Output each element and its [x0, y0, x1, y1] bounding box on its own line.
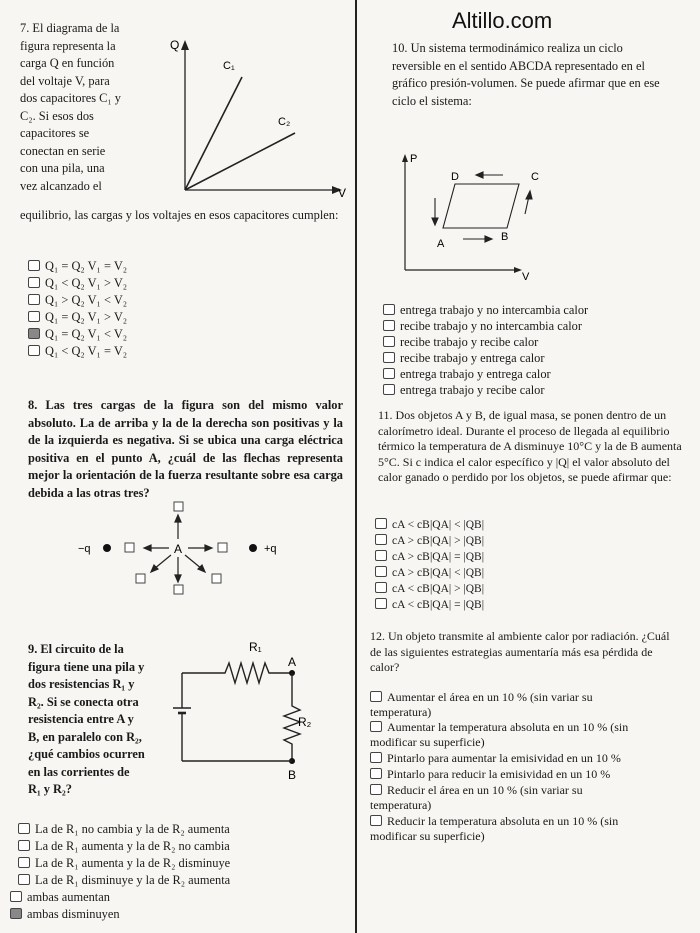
q10-option[interactable]: [383, 319, 582, 334]
q7-option[interactable]: [28, 259, 127, 274]
option-label: Aumentar el área en un 10 % (sin variar su: [387, 690, 593, 704]
checkbox[interactable]: [125, 543, 134, 552]
q7-line: conectan en serie: [20, 143, 106, 158]
option-label: La de R₁ aumenta y la de R₂ no cambia: [35, 839, 230, 853]
checkbox-marked[interactable]: [10, 908, 22, 919]
q9-line: B, en paralelo con R₂,: [28, 729, 142, 744]
q8-figure: [70, 495, 300, 600]
option-q: |QA| < |QB|: [430, 519, 485, 531]
checkbox[interactable]: [10, 891, 22, 902]
q7-option[interactable]: [28, 276, 127, 291]
option-label: Q₁ = Q₂ V₁ > V₂: [45, 310, 128, 324]
option-label: Q₁ < Q₂ V₁ = V₂: [45, 344, 128, 358]
q12-text: 12. Un objeto transmite al ambiente calor por radiación. ¿Cuál de las siguientes estrategias aumentaría más esa pérdida de calor?: [370, 629, 670, 674]
q7-y-axis: Q: [170, 38, 180, 52]
q11-option[interactable]: [375, 550, 484, 565]
q9-line: ¿qué cambios ocurren: [28, 747, 145, 761]
option-q: |QA| > |QB|: [430, 535, 485, 547]
option-label: Aumentar la temperatura absoluta en un 10 % (sin: [387, 720, 629, 734]
checkbox[interactable]: [375, 598, 387, 609]
checkbox[interactable]: [18, 874, 30, 885]
cycle-path: [443, 184, 519, 228]
checkbox[interactable]: [383, 352, 395, 363]
checkbox[interactable]: [370, 691, 382, 702]
q7-x-axis: V: [338, 186, 347, 200]
point-c-label: C: [531, 171, 539, 183]
option-label: Pintarlo para aumentar la emisividad en un 10 %: [387, 751, 621, 765]
option-label: entrega trabajo y no intercambia calor: [400, 303, 589, 317]
q7-option[interactable]: [28, 344, 127, 359]
option-c: cA > cB: [392, 535, 430, 547]
checkbox[interactable]: [375, 534, 387, 545]
q12-option[interactable]: [370, 783, 583, 813]
option-label: entrega trabajo y entrega calor: [400, 367, 551, 381]
q11-text: 11. Dos objetos A y B, de igual masa, se ponen dentro de un calorímetro ideal. Durante el proceso de llegada al equilibrio térmico la temperatura de A disminuye 10°C y la de B aumenta 5°C. Si c indica el calor específico y |Q| el valor absoluto del calor ganado o perdido por los objetos, se puede afirmar que:: [378, 408, 682, 485]
q7-c1-label: C₁: [223, 60, 235, 72]
q9-text: [28, 641, 168, 799]
column-divider: [355, 0, 357, 933]
q10-x-axis: V: [522, 271, 530, 283]
option-label-cont: modificar su superficie): [370, 829, 485, 843]
q9-circuit: [170, 638, 350, 783]
watermark: Altillo.com: [452, 8, 553, 33]
checkbox[interactable]: [212, 574, 221, 583]
option-label: Q₁ = Q₂ V₁ < V₂: [45, 327, 128, 341]
q9-line: figura tiene una pila y: [28, 659, 145, 674]
q10-line: 10. Un sistema termodinámico realiza un ciclo: [392, 41, 623, 55]
q10-line: ciclo el sistema:: [392, 93, 472, 108]
option-label: ambas aumentan: [27, 890, 110, 904]
resistor-r1: [182, 663, 292, 683]
q11-option[interactable]: [375, 582, 484, 597]
q10-line: gráfico presión-volumen. Se puede afirmar que en ese: [392, 76, 660, 90]
q10-text: [392, 40, 692, 110]
node-b-label: B: [288, 768, 297, 782]
option-label: recibe trabajo y entrega calor: [400, 351, 545, 365]
q12-option[interactable]: [370, 720, 628, 750]
option-label: recibe trabajo y recibe calor: [400, 335, 539, 349]
option-q: |QA| > |QB|: [430, 583, 485, 595]
q9-option[interactable]: [10, 907, 120, 922]
option-label-cont: temperatura): [370, 705, 432, 719]
option-c: cA < cB: [392, 599, 430, 611]
q11-option[interactable]: [375, 534, 484, 549]
checkbox[interactable]: [136, 574, 145, 583]
q12-option[interactable]: [370, 690, 593, 720]
q7-option[interactable]: [28, 327, 127, 342]
q7-tail: equilibrio, las cargas y los voltajes en esos capacitores cumplen:: [20, 208, 339, 222]
q11-option[interactable]: [375, 566, 484, 581]
checkbox[interactable]: [375, 566, 387, 577]
q9-line: dos resistencias R₁ y: [28, 677, 135, 691]
option-q: |QA| < |QB|: [430, 567, 485, 579]
checkbox[interactable]: [370, 721, 382, 732]
q10-option[interactable]: [383, 335, 538, 350]
q9-option[interactable]: [10, 890, 110, 905]
checkbox[interactable]: [18, 840, 30, 851]
checkbox[interactable]: [28, 260, 40, 271]
option-label: Q₁ < Q₂ V₁ > V₂: [45, 276, 128, 290]
q11-option[interactable]: [375, 518, 484, 533]
q9-line: R₁ y R₂?: [28, 782, 72, 796]
q7-line: con una pila, una: [20, 161, 105, 175]
point-b-label: B: [501, 231, 509, 243]
checkbox[interactable]: [370, 768, 382, 779]
checkbox[interactable]: [28, 345, 40, 356]
q10-option[interactable]: [383, 367, 551, 382]
checkbox[interactable]: [383, 320, 395, 331]
q12-option[interactable]: [370, 767, 610, 782]
checkbox[interactable]: [18, 823, 30, 834]
option-label: entrega trabajo y recibe calor: [400, 383, 545, 397]
option-label-cont: modificar su superficie): [370, 735, 485, 749]
q7-line: vez alcanzado el: [20, 178, 102, 193]
q7-line: carga Q en función: [20, 56, 115, 70]
checkbox[interactable]: [370, 752, 382, 763]
checkbox[interactable]: [28, 311, 40, 322]
option-label: Reducir la temperatura absoluta en un 10 % (sin: [387, 814, 619, 828]
checkbox[interactable]: [18, 857, 30, 868]
checkbox[interactable]: [174, 585, 183, 594]
checkbox[interactable]: [370, 784, 382, 795]
q10-option[interactable]: [383, 351, 544, 366]
q7-c2-label: C₂: [278, 116, 291, 128]
checkbox[interactable]: [383, 368, 395, 379]
q9-option[interactable]: [18, 856, 230, 871]
checkbox[interactable]: [28, 277, 40, 288]
option-label: Reducir el área en un 10 % (sin variar su: [387, 783, 583, 797]
q7-line: del voltaje V, para: [20, 73, 110, 88]
point-a-label: A: [174, 542, 183, 556]
checkbox[interactable]: [28, 294, 40, 305]
q10-line: reversible en el sentido ABCDA representado en el: [392, 58, 645, 73]
q7-graph: [160, 35, 355, 200]
checkbox[interactable]: [370, 815, 382, 826]
checkbox[interactable]: [174, 502, 183, 511]
q10-option[interactable]: [383, 303, 588, 318]
node-a-label: A: [288, 655, 297, 669]
option-label: Pintarlo para reducir la emisividad en un 10 %: [387, 767, 611, 781]
point-d-label: D: [451, 171, 459, 183]
q7-line: dos capacitores C₁ y: [20, 91, 122, 105]
option-label: La de R₁ disminuye y la de R₂ aumenta: [35, 873, 231, 887]
checkbox[interactable]: [383, 384, 395, 395]
option-label: Q₁ > Q₂ V₁ < V₂: [45, 293, 128, 307]
q9-line: resistencia entre A y: [28, 712, 134, 726]
q8-text: 8. Las tres cargas de la figura son del mismo valor absoluto. La de arriba y la de la derecha son positivas y la de la izquierda es negativa. Si se ubica una carga eléctrica positiva en el punto A, ¿cuál de las flechas representa mejor la orientación de la fuerza resultante sobre esa carga debida a las otras tres?: [28, 398, 343, 500]
option-label: La de R₁ aumenta y la de R₂ disminuye: [35, 856, 231, 870]
option-c: cA < cB: [392, 519, 430, 531]
r2-label: R₂: [298, 715, 312, 729]
q7-line: C₂. Si esos dos: [20, 108, 94, 123]
point-a-label: A: [437, 238, 445, 250]
option-c: cA > cB: [392, 567, 430, 579]
checkbox[interactable]: [375, 582, 387, 593]
q12-option[interactable]: [370, 814, 618, 844]
option-label: ambas disminuyen: [27, 907, 120, 921]
right-charge-label: +q: [264, 543, 277, 555]
q10-graph: [395, 148, 539, 283]
q7-option[interactable]: [28, 293, 127, 308]
option-q: |QA| = |QB|: [430, 551, 485, 563]
option-label: La de R₁ no cambia y la de R₂ aumenta: [35, 822, 230, 836]
q7-option[interactable]: [28, 310, 127, 325]
q7-line: capacitores se: [20, 126, 90, 140]
checkbox[interactable]: [375, 550, 387, 561]
left-charge: [103, 544, 111, 552]
option-label: Q₁ = Q₂ V₁ = V₂: [45, 259, 128, 273]
option-q: |QA| = |QB|: [430, 599, 485, 611]
r1-label: R₁: [249, 640, 262, 654]
option-c: cA > cB: [392, 551, 430, 563]
q9-line: R₂. Si se conecta otra: [28, 694, 139, 709]
option-c: cA < cB: [392, 583, 430, 595]
checkbox[interactable]: [375, 518, 387, 529]
option-label: recibe trabajo y no intercambia calor: [400, 319, 582, 333]
checkbox-marked[interactable]: [28, 328, 40, 339]
q9-option[interactable]: [18, 873, 230, 888]
checkbox[interactable]: [218, 543, 227, 552]
q9-option[interactable]: [18, 839, 230, 854]
option-label-cont: temperatura): [370, 798, 432, 812]
left-charge-label: −q: [78, 543, 91, 555]
q7-line: 7. El diagrama de la: [20, 21, 120, 35]
right-charge: [249, 544, 257, 552]
q11-option[interactable]: [375, 598, 484, 613]
q10-option[interactable]: [383, 383, 544, 398]
q7-text: [20, 20, 170, 195]
q10-y-axis: P: [410, 153, 418, 165]
q9-line: en las corrientes de: [28, 764, 130, 779]
checkbox[interactable]: [383, 336, 395, 347]
q12-option[interactable]: [370, 751, 621, 766]
q9-option[interactable]: [18, 822, 230, 837]
q9-line: 9. El circuito de la: [28, 642, 124, 656]
checkbox[interactable]: [383, 304, 395, 315]
q7-line: figura representa la: [20, 38, 116, 53]
